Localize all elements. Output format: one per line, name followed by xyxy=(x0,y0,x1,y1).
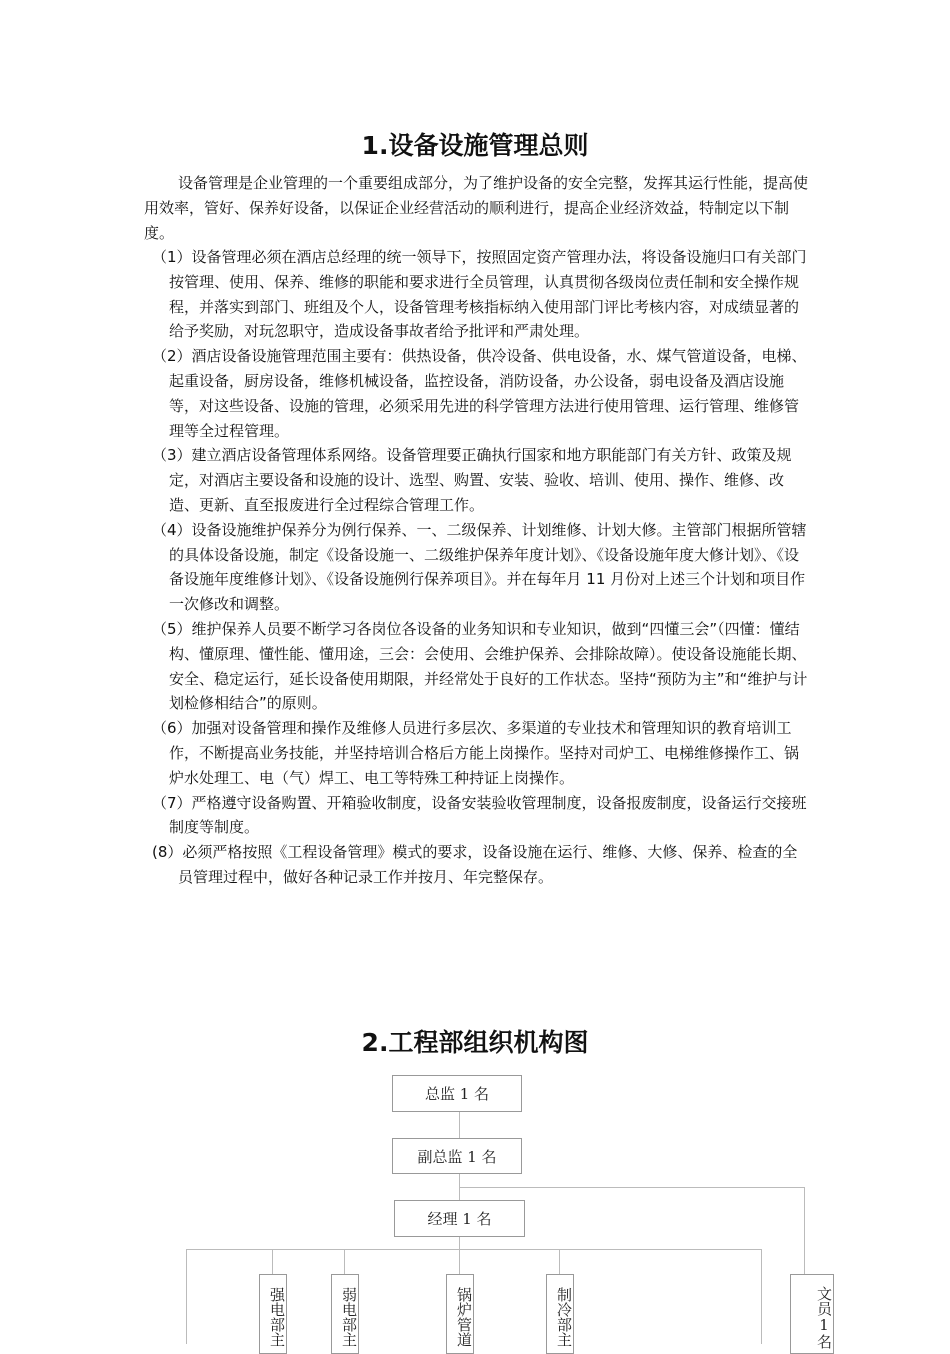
section-1-intro: 设备管理是企业管理的一个重要组成部分，为了维护设备的安全完整，发挥其运行性能，提高使用效率，管好、保养好设备，以保证企业经营活动的顺利进行，提高企业经济效益，特制定以下制度。 xyxy=(144,174,809,242)
connector-manager-down xyxy=(459,1237,460,1249)
section-2-title: 2.工程部组织机构图 xyxy=(361,1028,589,1057)
connector-unit-4 xyxy=(559,1249,560,1274)
section-1-title: 1.设备设施管理总则 xyxy=(361,131,589,160)
org-chart xyxy=(0,1060,950,1349)
rule-item-4: （4）设备设施维护保养分为例行保养、一、二级保养、计划维修、计划大修。主管部门根据所管辖的具体设备设施，制定《设备设施一、二级维护保养年度计划》、《设备设施年度大修计划》、《设备设施年度维修计划》、《设备设施例行保养项目》。并在每年月 11 月份对上述三个计划和项目作一次修改和调整。 xyxy=(152,520,807,614)
org-box-weak-current: 弱电部主 xyxy=(331,1274,359,1354)
rule-item-6: （6）加强对设备管理和操作及维修人员进行多层次、多渠道的专业技术和管理知识的教育培训工作，不断提高业务技能，并坚持培训合格后方能上岗操作。坚持对司炉工、电梯维修操作工、锅炉水处理工、电（气）焊工、电工等特殊工种持证上岗操作。 xyxy=(152,719,800,787)
connector-unit-2 xyxy=(344,1249,345,1274)
org-box-clerk: 文员1名 xyxy=(790,1274,834,1354)
org-box-director: 总监 1 名 xyxy=(392,1075,522,1112)
rule-item-5: （5）维护保养人员要不断学习各岗位各设备的业务知识和专业知识，做到“四懂三会”（四懂：懂结构、懂原理、懂性能、懂用途，三会：会使用、会维护保养、会排除故障）。使设备设施能长期、安全、稳定运行，延长设备使用期限，并经常处于良好的工作状态。坚持“预防为主”和“维护与计划检修相结合”的原则。 xyxy=(152,619,808,713)
connector-clerk-branch-v xyxy=(804,1187,805,1274)
rule-item-1: （1）设备管理必须在酒店总经理的统一领导下，按照固定资产管理办法，将设备设施归口有关部门按管理、使用、保养、维修的职能和要求进行全员管理，认真贯彻各级岗位责任制和安全操作规程，并落实到部门、班组及个人，设备管理考核指标纳入使用部门评比考核内容，对成绩显著的给予奖励，对玩忽职守，造成设备事故者给予批评和严肃处理。 xyxy=(152,248,807,341)
rule-item-2: （2）酒店设备设施管理范围主要有：供热设备，供冷设备、供电设备，水、煤气管道设备，电梯、起重设备，厨房设备，维修机械设备，监控设备，消防设备，办公设备，弱电设备及酒店设施等，对这些设备、设施的管理，必须采用先进的科学管理方法进行使用管理、运行管理、维修管理等全过程管理。 xyxy=(152,347,807,440)
rule-item-7: （7）严格遵守设备购置、开箱验收制度，设备安装验收管理制度，设备报废制度，设备运行交接班制度等制度。 xyxy=(152,793,807,837)
org-box-deputy-director: 副总监 1 名 xyxy=(392,1138,522,1174)
org-box-refrigeration: 制冷部主 xyxy=(546,1274,574,1354)
connector-clerk-branch-h xyxy=(459,1187,804,1188)
rules-list xyxy=(152,245,812,890)
org-box-boiler-pipeline: 锅炉管道 xyxy=(446,1274,474,1354)
org-box-manager: 经理 1 名 xyxy=(394,1200,525,1237)
rule-item-8: (8）必须严格按照《工程设备管理》模式的要求，设备设施在运行、维修、大修、保养、检查的全员管理过程中，做好各种记录工作并按月、年完整保存。 xyxy=(152,843,798,886)
connector-bus-left-end xyxy=(186,1249,187,1344)
connector-director-deputy xyxy=(459,1112,460,1138)
rule-item-3: （3）建立酒店设备管理体系网络。设备管理要正确执行国家和地方职能部门有关方针、政策及规定，对酒店主要设备和设施的设计、选型、购置、安装、验收、培训、使用、操作、维修、改造、更新、直至报废进行全过程综合管理工作。 xyxy=(152,446,792,514)
connector-unit-3 xyxy=(459,1249,460,1274)
connector-bus-right-end xyxy=(761,1249,762,1344)
connector-unit-1 xyxy=(272,1249,273,1274)
org-box-strong-current: 强电部主 xyxy=(259,1274,287,1354)
